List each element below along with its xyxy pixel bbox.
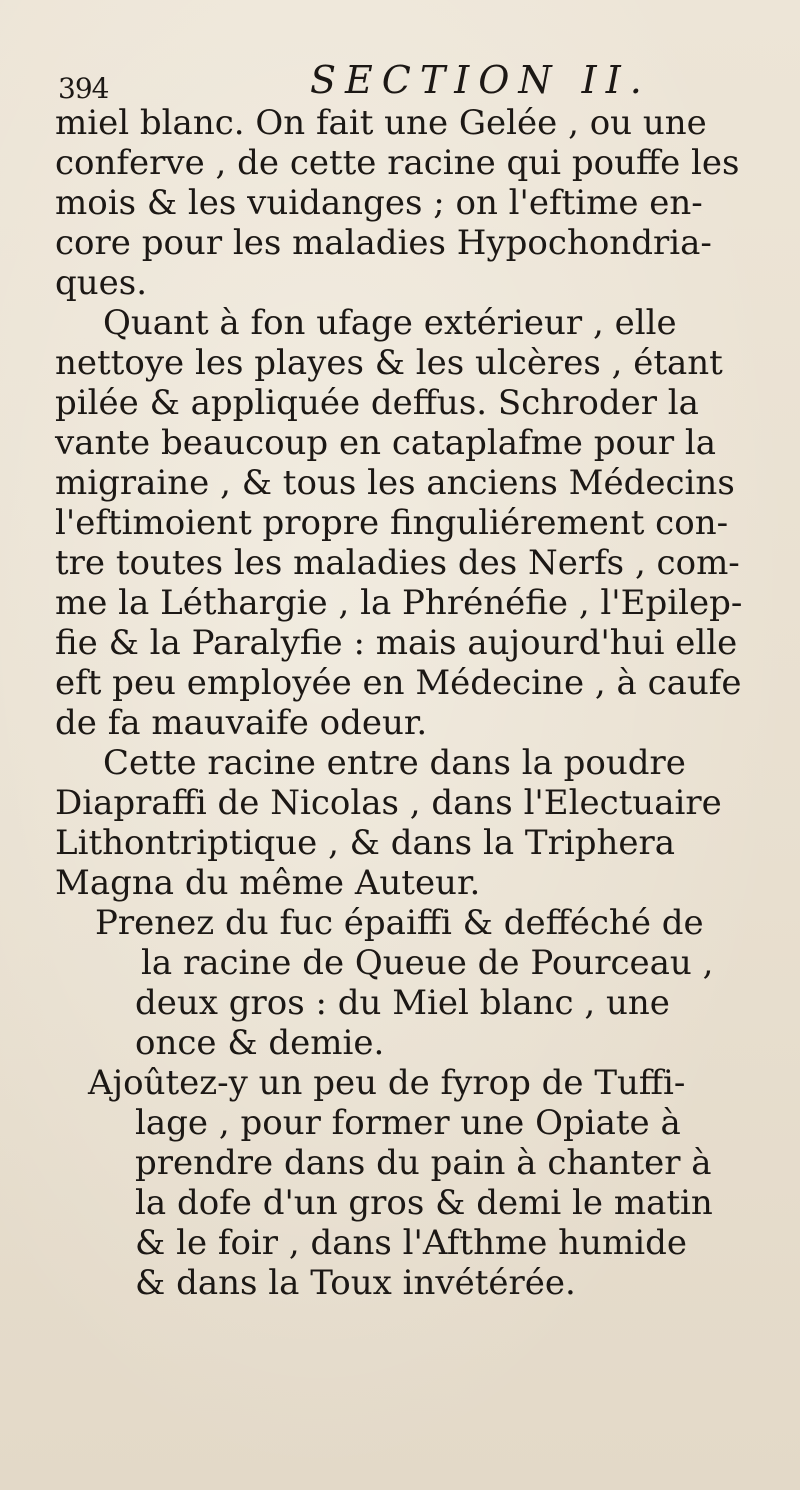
recipe-line: & dans la Toux invétérée. [135,1263,576,1303]
text-line: conferve , de cette racine qui pouffe les [55,143,740,183]
text-line: fie & la Paralyfie : mais aujourd'hui elle [55,623,738,663]
text-line: de fa mauvaife odeur. [55,703,428,743]
text-line: Lithontriptique , & dans la Triphera [55,823,676,863]
paragraph-start-line: Cette racine entre dans la poudre [103,743,686,783]
text-line: Diapraffi de Nicolas , dans l'Electuaire [55,783,722,823]
text-line: eft peu employée en Médecine , à caufe [55,663,742,703]
text-line: ques. [55,263,148,303]
running-head: SECTION II. [310,58,651,102]
text-line: l'eftimoient propre finguliérement con- [55,503,729,543]
recipe-line: Ajoûtez-y un peu de fyrop de Tuffi- [88,1063,686,1103]
text-line: me la Léthargie , la Phrénéfie , l'Epilep- [55,583,743,623]
text-line: vante beaucoup en cataplafme pour la [55,423,717,463]
page-header [58,58,758,108]
recipe-line: once & demie. [135,1023,385,1063]
text-line: Magna du même Auteur. [55,863,481,903]
text-line: pilée & appliquée deffus. Schroder la [55,383,699,423]
recipe-line: & le foir , dans l'Afthme humide [135,1223,687,1263]
recipe-line: la dofe d'un gros & demi le matin [135,1183,713,1223]
text-line: migraine , & tous les anciens Médecins [55,463,735,503]
page-number: 394 [58,72,109,105]
text-line: miel blanc. On fait une Gelée , ou une [55,103,707,143]
paragraph-start-line: Quant à fon ufage extérieur , elle [103,303,677,343]
recipe-line: la racine de Queue de Pourceau , [141,943,714,983]
body-text [55,103,795,1303]
text-line: tre toutes les maladies des Nerfs , com- [55,543,740,583]
text-line: core pour les maladies Hypochondria- [55,223,712,263]
text-line: mois & les vuidanges ; on l'eftime en- [55,183,703,223]
recipe-line: Prenez du fuc épaiffi & defféché de [95,903,704,943]
recipe-line: lage , pour former une Opiate à [135,1103,681,1143]
recipe-line: deux gros : du Miel blanc , une [135,983,670,1023]
recipe-line: prendre dans du pain à chanter à [135,1143,712,1183]
text-line: nettoye les playes & les ulcères , étant [55,343,723,383]
